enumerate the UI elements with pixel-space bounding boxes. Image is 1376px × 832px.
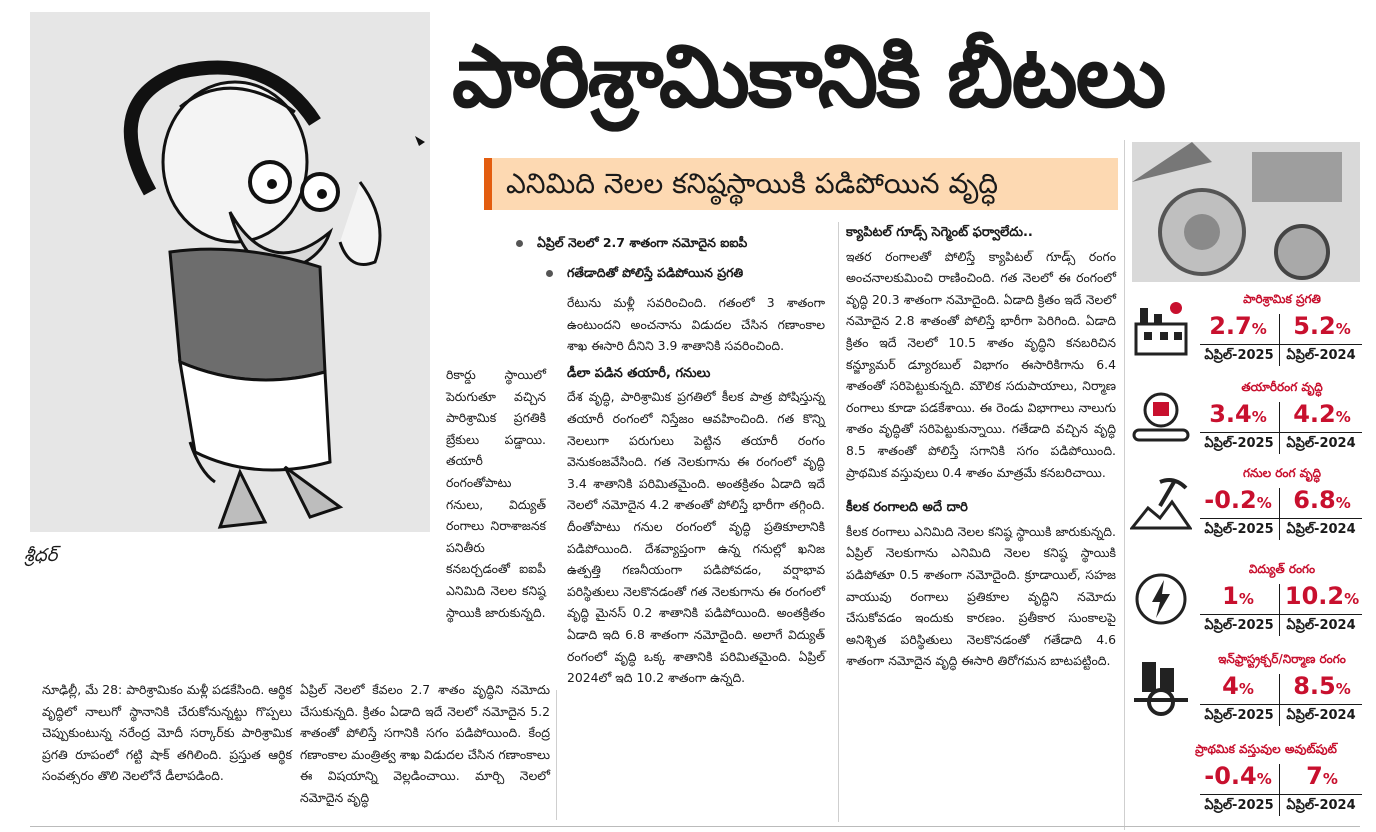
article-column-3: క్యాపిటల్ గూడ్స్ సెగ్మెంట్ ఫర్వాలేదు.. ఇతర రంగాలతో పోలిస్తే క్యాపిటల్ గూడ్స్ రంగం అంచనాలకుమించి రాణించింది. గత నెలలో ఈ రంగంలో వృద్ధి 20.3 శాతంగా నమోదైంది. ఏడాది క్రితం ఇదే నెలలో నమోదైన 2.8 శాతంతో పోలిస్తే భారీగా పెరిగింది. ఏడాది క్రితం ఇదే నెలలో 10.5 శాతం వృద్ధిని కనబరిచిన కన్జ్యూమర్ డ్యూరబుల్ విభాగం ఈసారికిగాను 6.4 శాతంతో సరిపెట్టుకున్నది. మౌలిక సదుపాయాలు, నిర్మాణ రంగాలు కూడా పడకేశాయి. ఈ రెండు విభాగాలు నాలుగు శాతం వృద్ధితో సరిపెట్టుకున్నాయి. గతేడాది వచ్చిన వృద్ధి 8.5 శాతంతో పోలిస్తే సగానికి సగం పడిపోయింది. ప్రాథమిక వస్తువులు 0.4 శాతం మాత్రమే కనబరిచాయి. కీలక రంగాలది అదే దారి కీలక రంగాలు ఎనిమిది నెలల కనిష్ఠ స్థాయికి జారుకున్నది. ఏప్రిల్ నెలకుగాను ఎనిమిది నెలల కనిష్ఠ స్థాయికి పడిపోతూ 0.5 శాతంగా నమోదైంది. క్రూడాయిల్, సహజ వాయువు రంగాలు ప్రతికూల వృద్ధిని నమోదు చేసుకోవడం ఇందుకు కారణం. ప్రతీకార సుంకాలపై అనిశ్చిత పరిస్థితులు నెలకొనడంతో గతేడాది 4.6 శాతంగా నమోదైన వృద్ధి ఈసారి తిరోగమన బాటపట్టింది. [846,222,1116,672]
stat-label-2025: ఏప్రిల్-2025 [1204,348,1274,363]
column-divider [556,690,557,820]
bullet-dot-icon [546,270,553,277]
stat-value-2024: 8.5% [1293,672,1351,700]
lightning-icon [1130,568,1192,630]
stat-value-2025: 3.4% [1209,400,1267,428]
stat-value-2024: 7% [1306,762,1338,790]
stat-card-industrial-growth [1130,292,1362,372]
buildings-gear-icon [1130,658,1192,720]
article-column-1-bottom: నూఢిల్లీ, మే 28: పారిశ్రామికం మళ్లీ పడకేసింది. ఆర్థిక వృద్ధిలో నాలుగో స్థానానికి చేరుకోనున్నట్టు గొప్పలు చెప్పుకుంటున్న నరేంద్ర మోదీ సర్కార్‌కు పారిశ్రామిక ప్రగతి రూపంలో గట్టి షాక్ తగిలింది. ప్రస్తుత ఆర్థిక సంవత్సరం తొలి నెలలోనే డీలాపడింది. [42,682,292,784]
stat-card-manufacturing [1130,380,1362,460]
stat-label-2025: ఏప్రిల్-2025 [1204,522,1274,537]
stat-card-mining [1130,466,1362,546]
sub-headline-banner [484,158,1118,210]
stat-divider [1200,344,1362,345]
stat-title: తయారీరంగ వృద్ధి [1241,380,1323,394]
bullet-item: ఏప్రిల్ నెలలో 2.7 శాతంగా నమోదైన ఐఐపీ [516,228,826,258]
bullet-dot-icon [516,240,523,247]
stat-value-2024: 6.8% [1293,486,1351,514]
stat-label-2025: ఏప్రిల్-2025 [1204,436,1274,451]
stat-value-2025: -0.2% [1204,486,1272,514]
column-divider [838,222,839,822]
stat-card-electricity [1130,562,1362,642]
highlight-bullets [516,228,826,288]
cartoonist-signature: శ్రీధర్ [24,545,58,566]
factory-icon [1130,298,1192,360]
industry-photo [1132,142,1360,282]
conveyor-icon [1130,386,1192,448]
stat-divider [1200,794,1362,795]
stat-title: ఇన్‌ఫ్రాస్ట్రక్చర్/నిర్మాణ రంగం [1218,652,1346,666]
page-bottom-rule [30,826,1360,827]
stat-value-2024: 5.2% [1293,312,1351,340]
stat-card-infrastructure [1130,652,1362,732]
sub-headline: ఎనిమిది నెలల కనిష్ఠస్థాయికి పడిపోయిన వృద్ధి [506,167,999,200]
stat-label-2024: ఏప్రిల్-2024 [1286,436,1356,451]
bullet-item: గతేడాదితో పోలిస్తే పడిపోయిన ప్రగతి [516,258,826,288]
stat-label-2024: ఏప్రిల్-2024 [1286,708,1356,723]
stat-title: విద్యుత్ రంగం [1248,562,1316,576]
stat-divider [1200,518,1362,519]
stat-title: గనుల రంగ వృద్ధి [1243,466,1321,480]
stat-title: ప్రాథమిక వస్తువుల అవుట్‌పుట్ [1195,742,1337,756]
cartoon-illustration [30,12,430,532]
headline: పారిశ్రామికానికి బీటలు [452,27,1165,127]
stat-divider [1200,614,1362,615]
section-heading: కీలక రంగాలది అదే దారి [846,500,968,516]
article-column-1-top: రికార్డు స్థాయిలో పెరుగుతూ వచ్చిన పారిశ్రామిక ప్రగతికి బ్రేకులు పడ్డాయి. తయారీ రంగంతోపాటు గనులు, విద్యుత్ రంగాలు నిరాశాజనక పనితీరు కనబర్చడంతో ఐఐపీ ఎనిమిది నెలల కనిష్ఠ స్థాయికి జారుకున్నది. [446,367,546,620]
stat-value-2024: 4.2% [1293,400,1351,428]
stat-label-2025: ఏప్రిల్-2025 [1204,618,1274,633]
stat-label-2024: ఏప్రిల్-2024 [1286,348,1356,363]
stat-title: పారిశ్రామిక ప్రగతి [1243,292,1321,306]
stat-value-2025: 4% [1222,672,1254,700]
article-column-2: రేటును మళ్లీ సవరించింది. గతంలో 3 శాతంగా ఉంటుందని అంచనాను విడుదల చేసిన గణాంకాల శాఖ ఈసారి దీనిని 3.9 శాతానికి సవరించింది. డీలా పడిన తయారీ, గనులు దేశ వృద్ధి, పారిశ్రామిక ప్రగతిలో కీలక పాత్ర పోషిస్తున్న తయారీ రంగంలో నిస్తేజం ఆవహించింది. గత కొన్ని నెలలుగా పరుగులు పెట్టిన తయారీ రంగం వెనుకంజవేసింది. గత నెలకుగాను ఈ రంగంలో వృద్ధి 3.4 శాతానికి పరిమితమైంది. అంతక్రితం ఏడాది ఇదే నెలలో నమోదైన 4.2 శాతంతో పోలిస్తే భారీగా తగ్గింది. దీంతోపాటు గనుల రంగంలో వృద్ధి ప్రతికూలానికి పడిపోయింది. దేశవ్యాప్తంగా ఉన్న గనుల్లో ఖనిజ ఉత్పత్తి గణనీయంగా పడిపోవడం, వర్షాభావ పరిస్థితులు నెలకొనడంతో గత నెలకుగాను ఈ రంగంలో వృద్ధి మైనస్ 0.2 శాతానికి పడిపోయింది. అంతక్రితం ఏడాది ఇది 6.8 శాతంగా నమోదైంది. అలాగే విద్యుత్ రంగంలో వృద్ధి ఒక్క శాతానికి పరిమితమైంది. ఏప్రిల్ 2024లో ఇది 10.2 శాతంగా ఉన్నది. [567,295,825,686]
stat-card-primary-goods [1130,742,1362,822]
stat-label-2025: ఏప్రిల్-2025 [1204,708,1274,723]
stat-value-2025: -0.4% [1204,762,1272,790]
stat-value-2025: 2.7% [1209,312,1267,340]
section-heading: డీలా పడిన తయారీ, గనులు [567,365,711,381]
stat-divider [1200,432,1362,433]
article-column-1-continue: ఏప్రిల్ నెలలో కేవలం 2.7 శాతం వృద్ధిని నమోదు చేసుకున్నది. క్రితం ఏడాది ఇదే నెలలో నమోదైన 5.2 శాతంతో పోలిస్తే సగానికి సగం పడిపోయింది. కేంద్ర గణాంకాల మంత్రిత్వ శాఖ విడుదల చేసిన గణాంకాలు ఈ విషయాన్ని వెల్లడించాయి. మార్చి నెలలో నమోదైన వృద్ధి [300,682,550,805]
stat-value-2025: 1% [1222,582,1254,610]
pickaxe-icon [1130,472,1192,534]
section-heading: క్యాపిటల్ గూడ్స్ సెగ్మెంట్ ఫర్వాలేదు.. [846,225,1033,240]
stat-label-2025: ఏప్రిల్-2025 [1204,798,1274,813]
stat-label-2024: ఏప్రిల్-2024 [1286,798,1356,813]
stat-label-2024: ఏప్రిల్-2024 [1286,618,1356,633]
column-divider [1124,140,1125,830]
stat-value-2024: 10.2% [1284,582,1360,610]
stat-label-2024: ఏప్రిల్-2024 [1286,522,1356,537]
stat-divider [1200,704,1362,705]
